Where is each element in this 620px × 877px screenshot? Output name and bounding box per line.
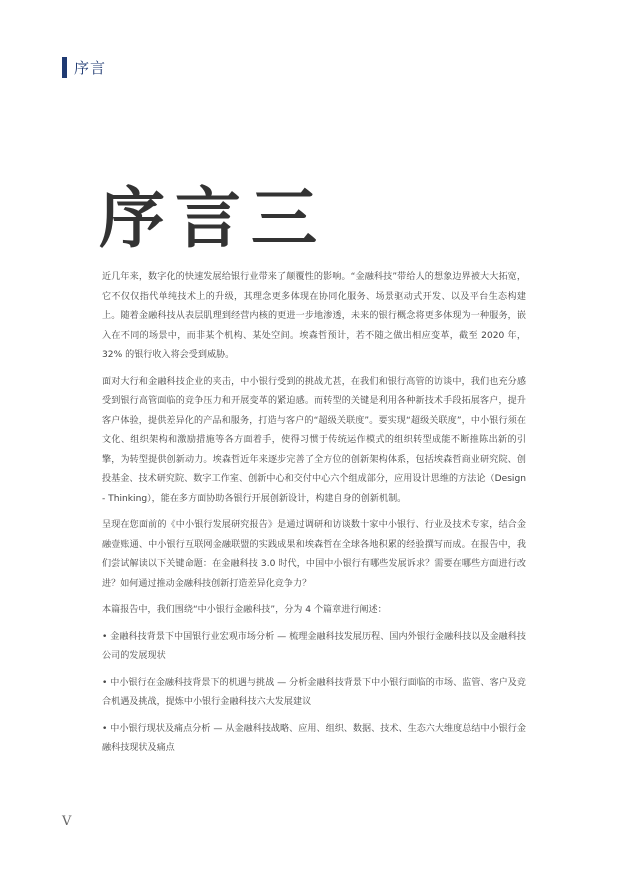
paragraph: 面对大行和金融科技企业的夹击，中小银行受到的挑战尤甚，在我们和银行高管的访谈中，我们也充分感受到银行高管面临的竞争压力和开展变革的紧迫感。而转型的关键是利用各种新技术手段拓展客户，提升客户体验，提供差异化的产品和服务，打造与客户的“超级关联度”。要实现“超级关联度”，中小银行须在文化、组织架构和激励措施等各方面着手，使得习惯于传统运作模式的组织转型成能不断推陈出新的引擎，为转型提供创新动力。埃森哲近年来逐步完善了全方位的创新架构体系，包括埃森哲商业研究院、创投基金、技术研究院、数字工作室、创新中心和交付中心六个组成部分，应用设计思维的方法论（Design - Thinking），能在多方面协助各银行开展创新设计，构建自身的创新机制。 <box>102 376 526 504</box>
section-accent-bar <box>62 57 67 78</box>
page-title: 序言三 <box>99 180 327 258</box>
paragraph: 呈现在您面前的《中小银行发展研究报告》是通过调研和访谈数十家中小银行、行业及技术专家，结合金融壹账通、中小银行互联网金融联盟的实践成果和埃森哲在全球各地积累的经验撰写而成。在报告中，我们尝试解读以下关键命题：在金融科技 3.0 时代，中国中小银行有哪些发展诉求？需要在哪些方面进行改进？如何通过推动金融科技创新打造差异化竞争力？ <box>102 520 526 589</box>
paragraph: 近几年来，数字化的快速发展给银行业带来了颠覆性的影响。“金融科技”带给人的想象边界被大大拓宽，它不仅仅指代单纯技术上的升级，其理念更多体现在协同化服务、场景驱动式开发、以及平台生态构建上。随着金融科技从表层肌理到经营内核的更进一步地渗透，未来的银行概念将更多体现为一种服务，嵌入在不同的场景中，而非某个机构、某处空间。埃森哲预计，若不随之做出相应变革，截至 2020 年，32% 的银行收入将会受到威胁。 <box>102 272 526 360</box>
paragraph: 本篇报告中，我们围绕“中小银行金融科技”，分为 4 个篇章进行阐述： <box>102 605 387 615</box>
page-number: V <box>62 814 72 829</box>
section-header <box>62 57 106 78</box>
section-label: 序言 <box>74 59 107 77</box>
bullet-item: • 金融科技背景下中国银行业宏观市场分析 — 梳理金融科技发展历程、国内外银行金融科技以及金融科技公司的发展现状 <box>102 631 526 661</box>
body-content <box>102 268 526 766</box>
bullet-item: • 中小银行现状及痛点分析 — 从金融科技战略、应用、组织、数据、技术、生态六大维度总结中小银行金融科技现状及痛点 <box>102 723 526 753</box>
bullet-item: • 中小银行在金融科技背景下的机遇与挑战 — 分析金融科技背景下中小银行面临的市场、监管、客户及竞合机遇及挑战，提炼中小银行金融科技六大发展建议 <box>102 677 526 707</box>
